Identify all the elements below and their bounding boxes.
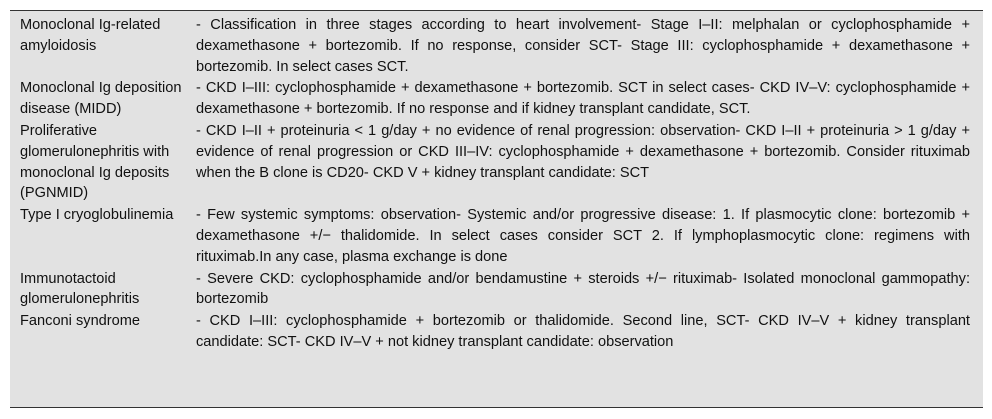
table-row (20, 205, 970, 268)
treatment-table (20, 15, 970, 354)
table-row (20, 78, 970, 121)
condition-cell: Fanconi syndrome (20, 313, 141, 330)
condition-cell: Monoclonal Ig deposition disease (MIDD) (20, 80, 182, 118)
treatment-cell: - CKD I–III: cyclophosphamide + dexamethasone + bortezomib. SCT in select cases- CKD IV–V: cyclophosphamide + dexamethasone + bortezomib. If no response and if kidney transplant candidate, SCT. (196, 80, 970, 118)
treatment-cell: - Severe CKD: cyclophosphamide and/or bendamustine + steroids +/− rituximab- Isolated monoclonal gammopathy: bortezomib (196, 270, 970, 308)
treatment-cell: - Classification in three stages according to heart involvement- Stage I–II: melphalan or cyclophosphamide + dexamethasone + bortezomib. If no response, consider SCT- Stage III: cyclophosphamide + dexamethasone + bortezomib. In select cases SCT. (196, 17, 970, 75)
condition-cell: Monoclonal Ig-related amyloidosis (20, 17, 161, 54)
treatment-cell: - Few systemic symptoms: observation- Systemic and/or progressive disease: 1. If plasmocytic clone: bortezomib + dexamethasone +/− thalidomide. In select cases consider SCT 2. If lymphoplasmocytic clone: regimens with rituximab.In any case, plasma exchange is done (196, 207, 970, 265)
table-row (20, 269, 970, 312)
treatment-cell: - CKD I–III: cyclophosphamide + bortezomib or thalidomide. Second line, SCT- CKD IV–V + kidney transplant candidate: SCT- CKD IV–V + not kidney transplant candidate: observation (196, 313, 970, 350)
table-row (20, 311, 970, 354)
treatment-cell: - CKD I–II + proteinuria < 1 g/day + no evidence of renal progression: observation- CKD I–II + proteinuria > 1 g/day + evidence of renal progression or CKD III–IV: cyclophosphamide + dexamethasone + bortezomib. Consider rituximab when the B clone is CD20- CKD V + kidney transplant candidate: SCT (196, 122, 970, 181)
treatment-table-panel (10, 10, 983, 408)
table-row (20, 15, 970, 78)
condition-cell: Proliferative glomerulonephritis with monoclonal Ig deposits (PGNMID) (20, 122, 170, 202)
table-row (20, 121, 970, 205)
condition-cell: Type I cryoglobulinemia (20, 207, 174, 224)
condition-cell: Immunotactoid glomerulonephritis (20, 270, 140, 308)
